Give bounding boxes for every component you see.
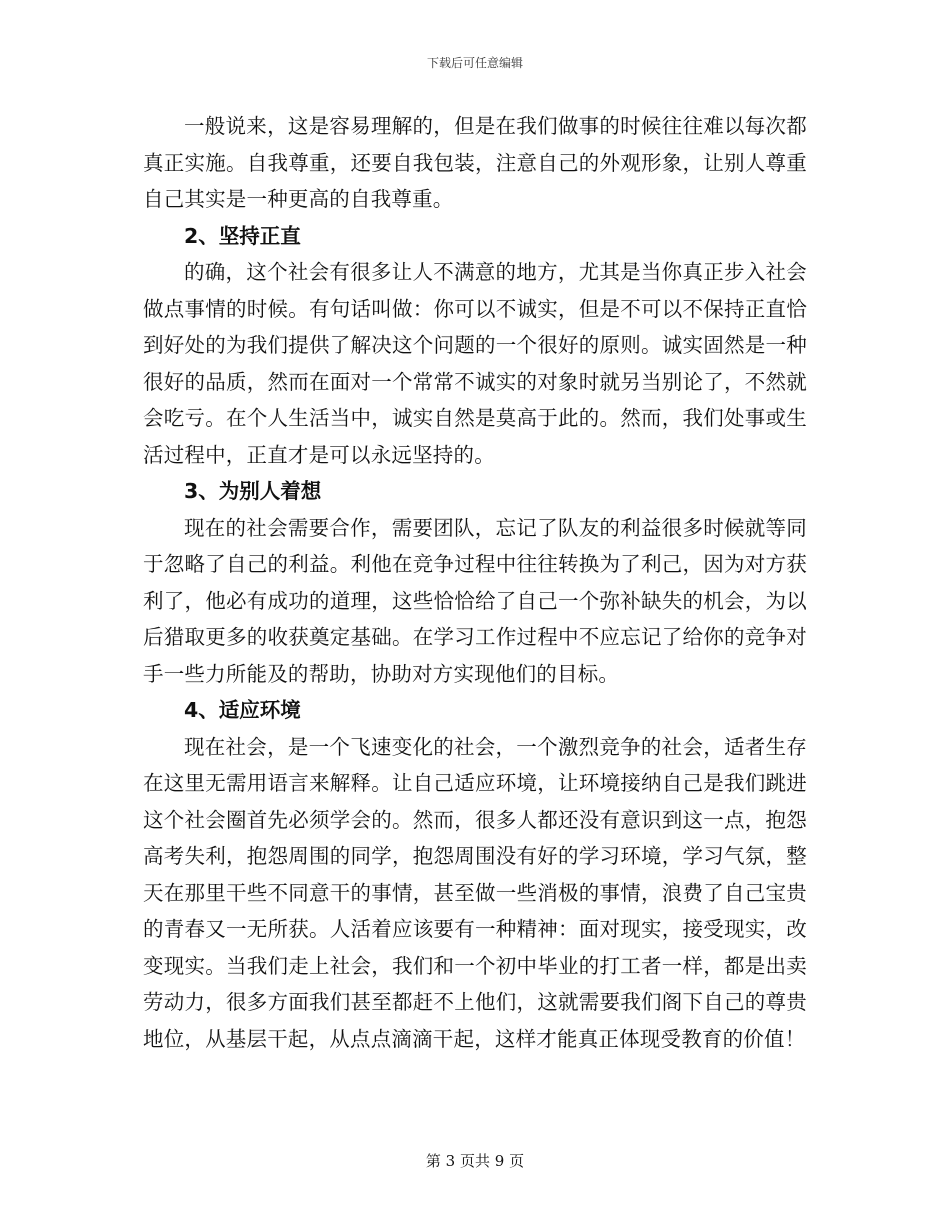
page-number: 第 3 页共 9 页	[425, 1152, 525, 1170]
paragraph-adapt-environment: 现在社会，是一个飞速变化的社会，一个激烈竞争的社会，适者生存在这里无需用语言来解释。让自己适应环境，让环境接纳自己是我们跳进这个社会圈首先必须学会的。然而，很多人都还没有意识到这一点，抱怨高考失利，抱怨周围的同学，抱怨周围没有好的学习环境，学习气氛，整天在那里干些不同意干的事情，甚至做一些消极的事情，浪费了自己宝贵的青春又一无所获。人活着应该要有一种精神：面对现实，接受现实，改变现实。当我们走上社会，我们和一个初中毕业的打工者一样，都是出卖劳动力，很多方面我们甚至都赶不上他们，这就需要我们阁下自己的尊贵地位，从基层干起，从点点滴滴干起，这样才能真正体现受教育的价值！	[143, 734, 807, 1051]
paragraph-consider-others: 现在的社会需要合作，需要团队，忘记了队友的利益很多时候就等同于忽略了自己的利益。利他在竞争过程中往往转换为了利己，因为对方获利了，他必有成功的道理，这些恰恰给了自己一个弥补缺失的机会，为以后猎取更多的收获奠定基础。在学习工作过程中不应忘记了给你的竞争对手一些力所能及的帮助，协助对方实现他们的目标。	[143, 515, 807, 686]
heading-consider-others: 3、为别人着想	[184, 479, 322, 503]
heading-integrity: 2、坚持正直	[184, 223, 301, 248]
paragraph-integrity: 的确，这个社会有很多让人不满意的地方，尤其是当你真正步入社会做点事情的时候。有句话叫做：你可以不诚实，但是不可以不保持正直恰到好处的为我们提供了解决这个问题的一个很好的原则。诚实固然是一种很好的品质，然而在面对一个常常不诚实的对象时就另当别论了，不然就会吃亏。在个人生活当中，诚实自然是莫高于此的。然而，我们处事或生活过程中，正直才是可以永远坚持的。	[143, 260, 807, 467]
heading-adapt-environment: 4、适应环境	[184, 698, 301, 722]
document-body	[143, 108, 807, 1057]
page-header: 下载后可任意编辑	[426, 56, 523, 70]
paragraph-self-respect: 一般说来，这是容易理解的，但是在我们做事的时候往往难以每次都真正实施。自我尊重，还要自我包装，注意自己的外观形象，让别人尊重自己其实是一种更高的自我尊重。	[143, 114, 807, 211]
